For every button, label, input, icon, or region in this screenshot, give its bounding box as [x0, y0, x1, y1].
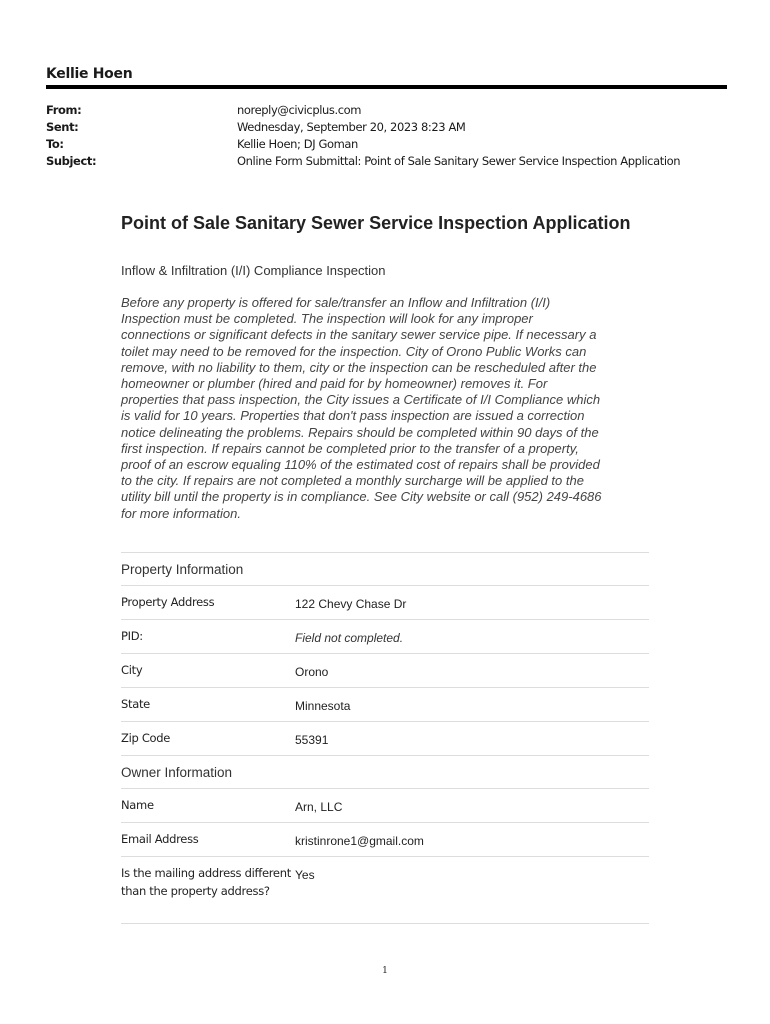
mailing-address-different-value: Yes: [295, 868, 315, 882]
form-intro: [121, 211, 649, 522]
intro-line: remove, with no liability to them, city or the inspection can be rescheduled after the: [121, 359, 597, 375]
header-from-row: [46, 102, 680, 119]
sent-value: Wednesday, September 20, 2023 8:23 AM: [237, 120, 466, 134]
intro-line: Inspection must be completed. The inspection will look for any improper: [121, 311, 533, 327]
from-value: noreply@civicplus.com: [237, 103, 362, 117]
form-subtitle: Inflow & Infiltration (I/I) Compliance Inspection: [121, 263, 386, 278]
intro-line: Before any property is offered for sale/transfer an Inflow and Infiltration (I/I): [121, 295, 551, 310]
owner-section-title: Owner Information: [121, 756, 649, 789]
table-row: [121, 823, 649, 857]
subject-label: Subject:: [46, 154, 97, 168]
zip-code-label: Zip Code: [121, 731, 171, 745]
to-label: To:: [46, 137, 64, 151]
email-address-label: Email Address: [121, 832, 199, 846]
property-section-title: Property Information: [121, 553, 649, 586]
intro-line: toilet may need to be removed for the inspection. City of Orono Public Works can: [121, 343, 587, 359]
form-title: Point of Sale Sanitary Sewer Service Inspection Application: [121, 213, 631, 233]
table-row: [121, 620, 649, 654]
city-value: Orono: [295, 665, 329, 679]
city-label: City: [121, 663, 143, 677]
intro-line: first inspection. If repairs cannot be completed prior to the transfer of a property,: [121, 440, 579, 456]
subject-value: Online Form Submittal: Point of Sale Sanitary Sewer Service Inspection Application: [237, 154, 681, 168]
header-divider: [46, 85, 727, 89]
intro-line: homeowner or plumber (hired and paid for by homeowner) removes it. For: [121, 376, 548, 392]
table-row: [121, 857, 649, 924]
intro-line: notice delineating the problems. Repairs should be completed within 90 days of the: [121, 424, 599, 440]
table-row: [121, 654, 649, 688]
intro-line: properties that pass inspection, the City issues a Certificate of I/I Compliance which: [121, 392, 601, 408]
header-subject-row: [46, 153, 680, 170]
intro-line: proof of an escrow equaling 110% of the estimated cost of repairs shall be provided: [121, 457, 600, 473]
to-value: Kellie Hoen; DJ Goman: [237, 137, 358, 151]
pid-label: PID:: [121, 629, 143, 643]
email-header: [46, 102, 680, 170]
intro-line: is valid for 10 years. Properties that don't pass inspection are issued a correction: [121, 408, 585, 424]
table-row: [121, 688, 649, 722]
state-value: Minnesota: [295, 699, 351, 713]
submission-table: [121, 552, 649, 924]
state-label: State: [121, 697, 150, 711]
header-to-row: [46, 136, 680, 153]
sender-name: Kellie Hoen: [46, 66, 133, 82]
intro-line: to the city. If repairs are not completed a monthly surcharge will be applied to the: [121, 473, 584, 489]
header-sent-row: [46, 119, 680, 136]
intro-paragraph: [121, 295, 641, 522]
property-address-label: Property Address: [121, 595, 215, 609]
mailing-address-different-label: Is the mailing address different than the property address?: [121, 866, 291, 898]
intro-line: for more information.: [121, 505, 241, 521]
intro-line: connections or significant defects in the sanitary sewer service pipe. If necessary a: [121, 327, 597, 343]
owner-name-label: Name: [121, 798, 154, 812]
sent-label: Sent:: [46, 120, 79, 134]
owner-name-value: Arn, LLC: [295, 800, 343, 814]
email-address-value: kristinrone1@gmail.com: [295, 834, 424, 848]
table-row: [121, 722, 649, 756]
zip-code-value: 55391: [295, 733, 329, 747]
property-address-value: 122 Chevy Chase Dr: [295, 597, 407, 611]
table-row: [121, 586, 649, 620]
table-row: [121, 789, 649, 823]
pid-value: Field not completed.: [295, 631, 404, 645]
page-number: 1: [382, 966, 388, 976]
intro-line: utility bill until the property is in compliance. See City website or call (952) 249-4686: [121, 489, 602, 505]
from-label: From:: [46, 103, 82, 117]
